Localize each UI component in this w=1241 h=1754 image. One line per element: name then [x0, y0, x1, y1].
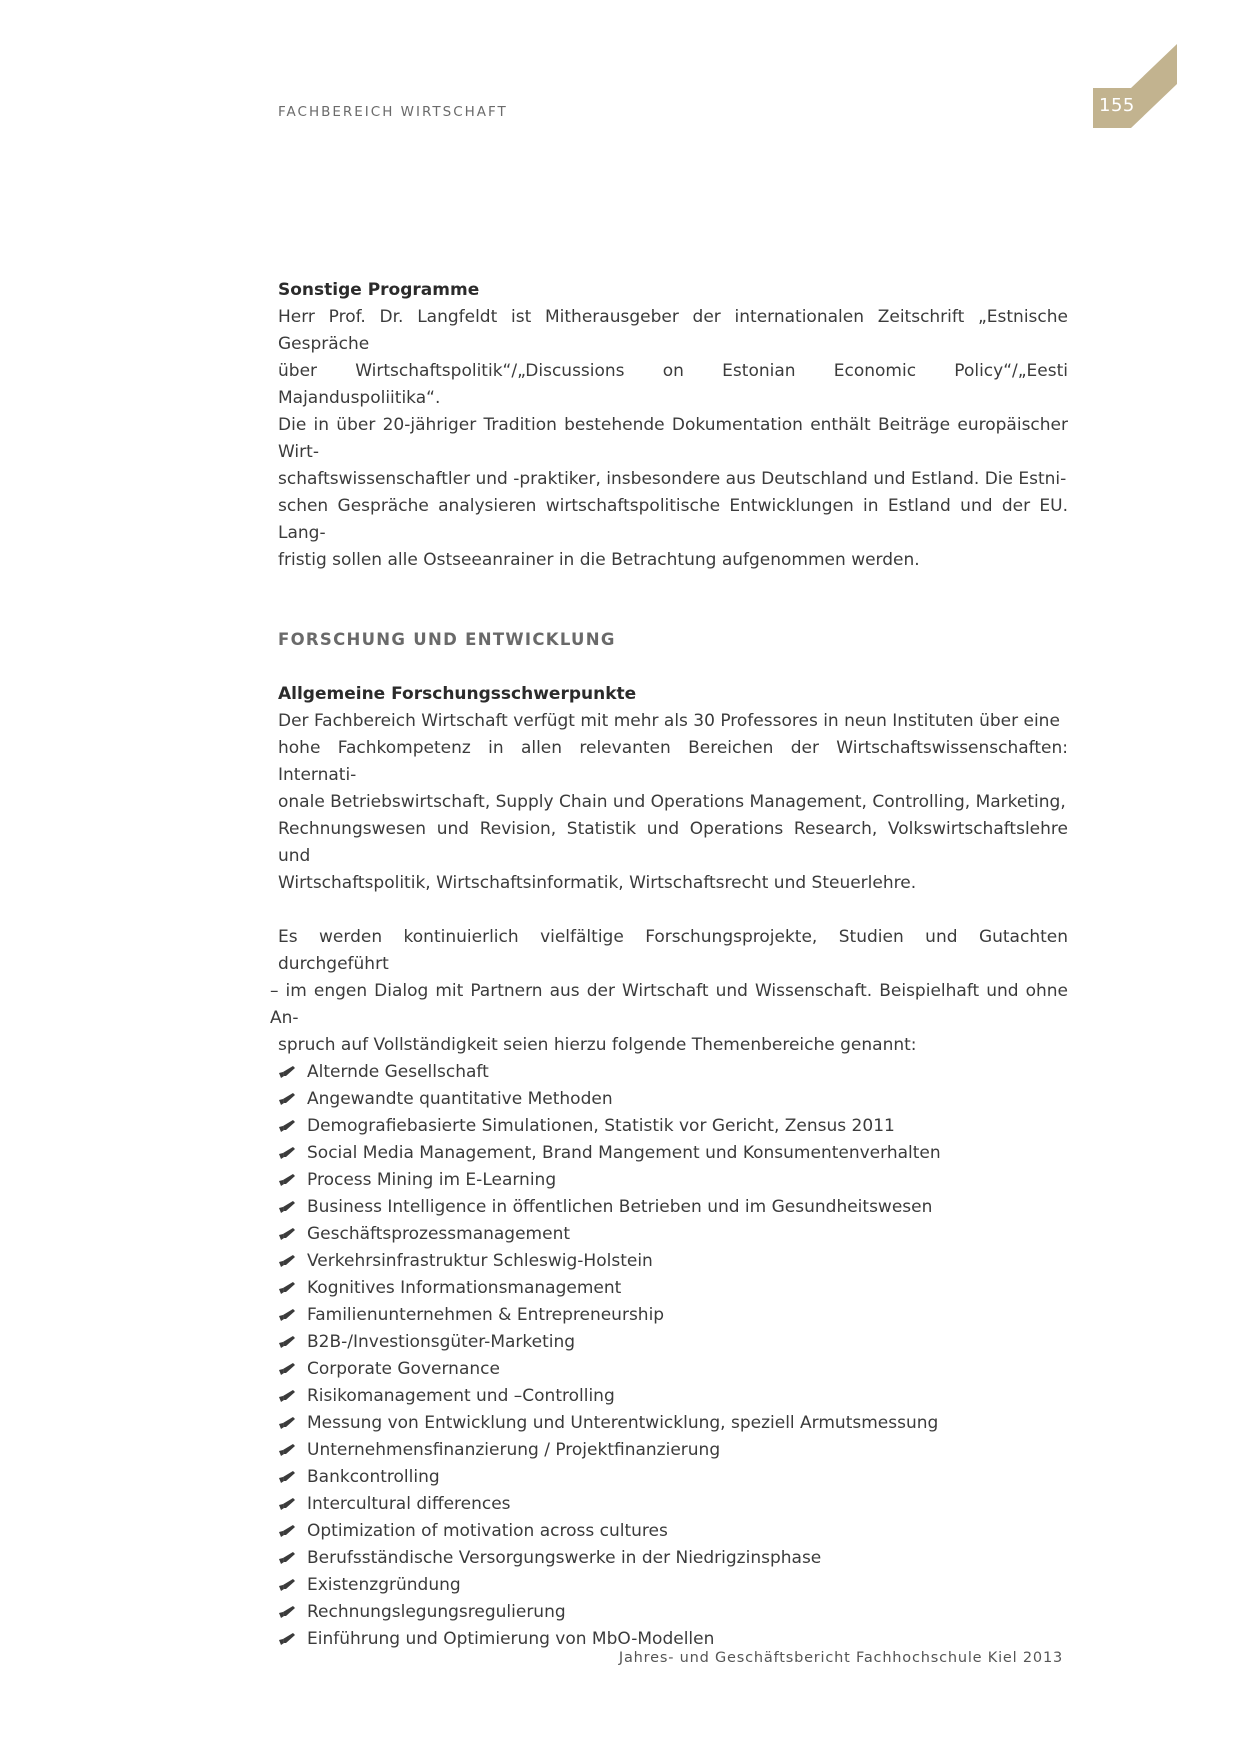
list-item [278, 1113, 1068, 1140]
page-number: 155 [1099, 95, 1135, 116]
list-item-label: Geschäftsprozessmanagement [307, 1224, 571, 1244]
checkmark-pencil-icon [278, 1578, 296, 1592]
list-item [278, 1302, 1068, 1329]
checkmark-pencil-icon [278, 1524, 296, 1538]
list-item [278, 1518, 1068, 1545]
section-label: FACHBEREICH WIRTSCHAFT [278, 104, 508, 120]
main-content [270, 277, 1068, 1653]
checkmark-pencil-icon [278, 1200, 296, 1214]
list-item-label: Verkehrsinfrastruktur Schleswig-Holstein [307, 1251, 653, 1271]
sonstige-heading: Sonstige Programme [278, 280, 480, 300]
list-item-label: Demografiebasierte Simulationen, Statistik vor Gericht, Zensus 2011 [307, 1116, 895, 1136]
list-item-label: Existenzgründung [307, 1575, 461, 1595]
list-item [278, 1140, 1068, 1167]
list-item-label: Einführung und Optimierung von MbO-Modellen [307, 1629, 715, 1649]
list-item-label: B2B-/Investionsgüter-Marketing [307, 1332, 576, 1352]
list-item [278, 1248, 1068, 1275]
checkmark-pencil-icon [278, 1416, 296, 1430]
checkmark-pencil-icon [278, 1497, 296, 1511]
footer-text: Jahres- und Geschäftsbericht Fachhochschule Kiel 2013 [618, 1650, 1063, 1666]
text-line: Rechnungswesen und Revision, Statistik und Operations Research, Volkswirtschaftslehre und [278, 819, 1068, 866]
checkmark-pencil-icon [278, 1335, 296, 1349]
list-item-label: Corporate Governance [307, 1359, 500, 1379]
list-item-label: Bankcontrolling [307, 1467, 440, 1487]
list-item-label: Kognitives Informationsmanagement [307, 1278, 622, 1298]
list-item [278, 1194, 1068, 1221]
list-item [278, 1275, 1068, 1302]
topic-list [278, 1059, 1068, 1653]
list-item-label: Angewandte quantitative Methoden [307, 1089, 613, 1109]
text-line: schaftswissenschaftler und -praktiker, insbesondere aus Deutschland und Estland. Die Estni- [278, 469, 1067, 489]
list-item-label: Optimization of motivation across cultures [307, 1521, 668, 1541]
checkmark-pencil-icon [278, 1470, 296, 1484]
text-line: Die in über 20-jähriger Tradition bestehende Dokumentation enthält Beiträge europäischer Wirt- [278, 415, 1068, 462]
section-title: FORSCHUNG UND ENTWICKLUNG [278, 630, 616, 649]
text-line: über Wirtschaftspolitik“/„Discussions on Estonian Economic Policy“/„Eesti Majanduspoliitika“. [278, 361, 1068, 408]
list-item [278, 1464, 1068, 1491]
list-item [278, 1167, 1068, 1194]
checkmark-pencil-icon [278, 1281, 296, 1295]
checkmark-pencil-icon [278, 1254, 296, 1268]
list-item [278, 1329, 1068, 1356]
text-line: Es werden kontinuierlich vielfältige Forschungsprojekte, Studien und Gutachten durchgeführt [278, 927, 1068, 974]
list-item-label: Unternehmensfinanzierung / Projektfinanzierung [307, 1440, 721, 1460]
list-item [278, 1410, 1068, 1437]
list-item [278, 1383, 1068, 1410]
list-item-label: Berufsständische Versorgungswerke in der Niedrigzinsphase [307, 1548, 822, 1568]
text-line: Wirtschaftspolitik, Wirtschaftsinformatik, Wirtschaftsrecht und Steuerlehre. [278, 873, 917, 893]
text-line: hohe Fachkompetenz in allen relevanten Bereichen der Wirtschaftswissenschaften: Internati- [278, 738, 1068, 785]
sonstige-paragraph [278, 304, 1068, 574]
list-item [278, 1221, 1068, 1248]
list-item-label: Business Intelligence in öffentlichen Betrieben und im Gesundheitswesen [307, 1197, 933, 1217]
forschung-paragraph-1 [278, 708, 1068, 897]
list-item-label: Process Mining im E-Learning [307, 1170, 557, 1190]
checkmark-pencil-icon [278, 1605, 296, 1619]
list-item [278, 1437, 1068, 1464]
checkmark-pencil-icon [278, 1146, 296, 1160]
list-item-label: Rechnungslegungsregulierung [307, 1602, 566, 1622]
list-item-label: Alternde Gesellschaft [307, 1062, 489, 1082]
checkmark-pencil-icon [278, 1389, 296, 1403]
checkmark-pencil-icon [278, 1308, 296, 1322]
list-item [278, 1059, 1068, 1086]
list-item-label: Social Media Management, Brand Mangement und Konsumentenverhalten [307, 1143, 941, 1163]
text-line: schen Gespräche analysieren wirtschaftspolitische Entwicklungen in Estland und der EU. Lang- [278, 496, 1068, 543]
text-line: – im engen Dialog mit Partnern aus der Wirtschaft und Wissenschaft. Beispielhaft und ohne An- [270, 981, 1068, 1028]
list-item-label: Familienunternehmen & Entrepreneurship [307, 1305, 665, 1325]
text-line: fristig sollen alle Ostseeanrainer in die Betrachtung aufgenommen werden. [278, 550, 920, 570]
forschung-subheading: Allgemeine Forschungsschwerpunkte [278, 684, 637, 704]
checkmark-pencil-icon [278, 1065, 296, 1079]
list-item [278, 1626, 1068, 1653]
list-item-label: Intercultural differences [307, 1494, 511, 1514]
text-line: Herr Prof. Dr. Langfeldt ist Mitherausgeber der internationalen Zeitschrift „Estnische Gespräche [278, 307, 1068, 354]
list-item [278, 1599, 1068, 1626]
list-item [278, 1572, 1068, 1599]
text-line: Der Fachbereich Wirtschaft verfügt mit mehr als 30 Professores in neun Instituten über eine [278, 711, 1060, 731]
list-item [278, 1356, 1068, 1383]
checkmark-pencil-icon [278, 1551, 296, 1565]
checkmark-pencil-icon [278, 1632, 296, 1646]
checkmark-pencil-icon [278, 1173, 296, 1187]
list-item [278, 1491, 1068, 1518]
checkmark-pencil-icon [278, 1443, 296, 1457]
list-item [278, 1545, 1068, 1572]
text-line: onale Betriebswirtschaft, Supply Chain und Operations Management, Controlling, Marketing, [278, 792, 1066, 812]
forschung-paragraph-2 [270, 924, 1068, 1059]
list-item-label: Messung von Entwicklung und Unterentwicklung, speziell Armutsmessung [307, 1413, 939, 1433]
checkmark-pencil-icon [278, 1092, 296, 1106]
checkmark-pencil-icon [278, 1362, 296, 1376]
list-item [278, 1086, 1068, 1113]
text-line: spruch auf Vollständigkeit seien hierzu folgende Themenbereiche genannt: [278, 1035, 917, 1055]
checkmark-pencil-icon [278, 1119, 296, 1133]
list-item-label: Risikomanagement und –Controlling [307, 1386, 615, 1406]
checkmark-pencil-icon [278, 1227, 296, 1241]
